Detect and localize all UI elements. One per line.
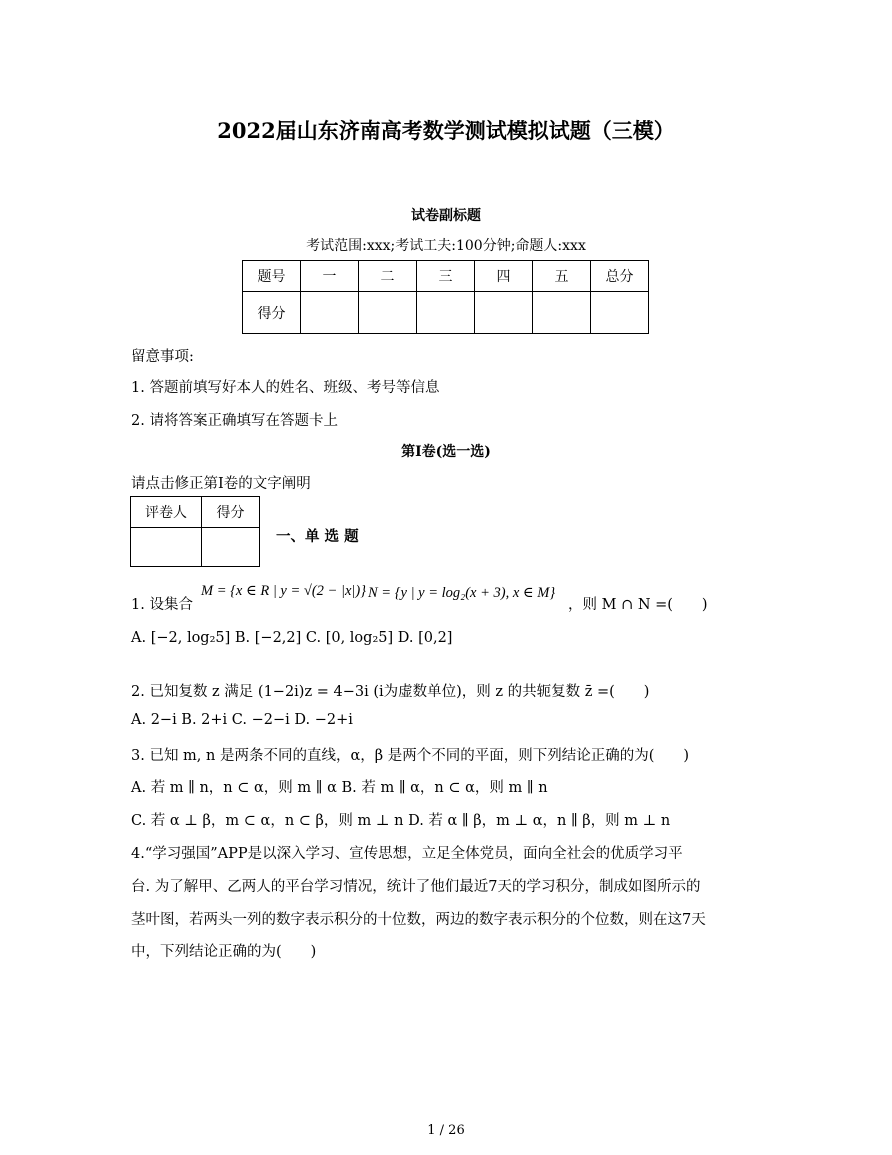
question-3-text: 3. 已知 m, n 是两条不同的直线，α，β 是两个不同的平面，则下列结论正确的为( ) [131,748,690,764]
score-cell [475,292,533,334]
grader-header: 得分 [202,497,260,528]
notice-item: 1. 答题前填写好本人的姓名、班级、考号等信息 [131,380,440,396]
exam-info: 考试范围:xxx;考试工夫:100分钟;命题人:xxx [306,238,586,254]
section-title: 第I卷(选一选) [401,444,491,460]
score-header-cell: 总分 [591,261,649,292]
score-header-cell: 一 [301,261,359,292]
question-3-options-ab: A. 若 m ∥ n，n ⊂ α，则 m ∥ α B. 若 m ∥ α，n ⊂ α，则 m ∥ n [131,780,548,796]
score-cell [359,292,417,334]
question-4-line: 茎叶图，若两头一列的数字表示积分的十位数，两边的数字表示积分的个位数，则在这7天 [131,912,706,928]
grader-table [130,496,260,567]
question-1-set-n: N = {y | y = log₂(x + 3), x ∈ M} [368,585,556,601]
question-4-line: 台. 为了解甲、乙两人的平台学习情况，统计了他们最近7天的学习积分，制成如图所示的 [131,879,701,895]
score-header-cell: 题号 [243,261,301,292]
part-title: 一、单 选 题 [276,528,359,545]
notice-item: 2. 请将答案正确填写在答题卡上 [131,413,338,429]
grader-cell [131,528,202,567]
notice-heading: 留意事项: [131,349,194,365]
score-table-header-row [243,261,649,292]
score-header-cell: 二 [359,261,417,292]
question-4-line: 中，下列结论正确的为( ) [131,944,317,960]
page-title: 2022届山东济南高考数学测试模拟试题（三模） [217,118,675,143]
score-row-label: 得分 [243,292,301,334]
question-1-set-m: M = {x ∈ R | y = √(2 − |x|)} [201,583,367,599]
grader-header: 评卷人 [131,497,202,528]
score-cell [417,292,475,334]
page-number: 1 / 26 [427,1123,465,1138]
section-note: 请点击修正第I卷的文字阐明 [131,476,311,492]
question-2-options: A. 2−i B. 2+i C. −2−i D. −2+i [131,712,353,728]
grader-cell [202,528,260,567]
question-4-line: 4.“学习强国”APP是以深入学习、宣传思想，立足全体党员，面向全社会的优质学习平 [131,846,683,862]
score-table [242,260,649,334]
score-cell [301,292,359,334]
score-cell [591,292,649,334]
question-1-suffix: ，则 M ∩ N =( ) [568,597,708,613]
score-header-cell: 五 [533,261,591,292]
question-1-prefix: 1. 设集合 [131,597,193,613]
question-1-options: A. [−2, log₂5] B. [−2,2] C. [0, log₂5] D. [0,2] [131,630,453,646]
score-header-cell: 四 [475,261,533,292]
question-2-text: 2. 已知复数 z 满足 (1−2i)z = 4−3i (i为虚数单位)，则 z 的共轭复数 z̄ =( ) [131,684,650,700]
score-header-cell: 三 [417,261,475,292]
score-table-score-row [243,292,649,334]
score-cell [533,292,591,334]
paper-subtitle: 试卷副标题 [411,208,481,224]
question-3-options-cd: C. 若 α ⊥ β，m ⊂ α，n ⊂ β，则 m ⊥ n D. 若 α ∥ β，m ⊥ α，n ∥ β，则 m ⊥ n [131,813,671,829]
